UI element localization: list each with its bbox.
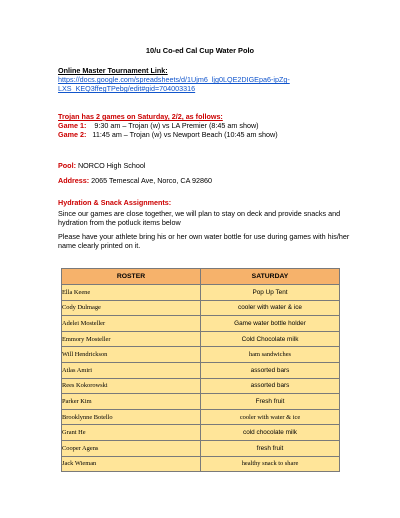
roster-name: Cody Dulmage [62, 300, 201, 316]
page-title: 10/u Co-ed Cal Cup Water Polo [145, 46, 255, 55]
snack-item: Fresh fruit [201, 394, 340, 410]
snack-item: Cold Chocolate milk [201, 331, 340, 347]
roster-name: Jack Wieman [62, 456, 201, 472]
game-2-text: 11:45 am – Trojan (w) vs Newport Beach (10:45 am show) [92, 130, 278, 140]
game-1-text: 9:30 am – Trojan (w) vs LA Premier (8:45 am show) [94, 121, 259, 131]
table-row [62, 425, 340, 441]
table-row [62, 409, 340, 425]
roster-name: Adelei Mosteller [62, 316, 201, 332]
table-row [62, 285, 340, 301]
snack-item: Game water bottle holder [201, 316, 340, 332]
snack-assignment-table [61, 268, 340, 472]
roster-name: Ella Keene [62, 285, 201, 301]
pool-value: NORCO High School [77, 161, 146, 170]
roster-name: Grant He [62, 425, 201, 441]
address-label: Address: [58, 176, 90, 185]
table-row [62, 316, 340, 332]
roster-name: Will Hendrickson [62, 347, 201, 363]
header-roster: ROSTER [62, 269, 201, 285]
snack-item: Pop Up Tent [201, 285, 340, 301]
snack-item: cold chocolate milk [201, 425, 340, 441]
hydration-paragraph-1: Since our games are close together, we will plan to stay on deck and provide snacks and hydration from the potluck items below [58, 209, 341, 228]
game-1-line [58, 121, 348, 130]
snack-item: fresh fruit [201, 440, 340, 456]
roster-name: Emmory Mosteller [62, 331, 201, 347]
tournament-link-line1[interactable]: https://docs.google.com/spreadsheets/d/1Ujm6_ljg0LQE2DIGEpa6-ipZg- [58, 75, 290, 85]
header-saturday: SATURDAY [201, 269, 340, 285]
roster-name: Rees Kokorowski [62, 378, 201, 394]
table-header-row [62, 269, 340, 285]
table-row [62, 394, 340, 410]
hydration-section [58, 198, 350, 254]
roster-name: Cooper Agens [62, 440, 201, 456]
table-row [62, 362, 340, 378]
table-row [62, 347, 340, 363]
table-row [62, 456, 340, 472]
address-line [58, 176, 348, 185]
snack-item: cooler with water & ice [201, 300, 340, 316]
hydration-heading: Hydration & Snack Assignments: [58, 198, 172, 207]
snack-item: ham sandwiches [201, 347, 340, 363]
roster-name: Brooklynne Botello [62, 409, 201, 425]
table-row [62, 300, 340, 316]
roster-name: Atlas Amiri [62, 362, 201, 378]
snack-item: healthy snack to share [201, 456, 340, 472]
roster-name: Parker Kim [62, 394, 201, 410]
pool-label: Pool: [58, 161, 76, 170]
tournament-link-line2[interactable]: LXS_KEQ3ffegTPebg/edit#gid=704003316 [58, 84, 196, 94]
pool-line [58, 161, 348, 170]
snack-item: assorted bars [201, 378, 340, 394]
table-row [62, 440, 340, 456]
address-value: 2065 Temescal Ave, Norco, CA 92860 [91, 176, 212, 185]
games-section [58, 112, 348, 140]
snack-item: cooler with water & ice [201, 409, 340, 425]
tournament-link-section [58, 66, 348, 94]
tournament-link-heading: Online Master Tournament Link: [58, 66, 168, 75]
game-2-label: Game 2: [58, 130, 87, 140]
hydration-paragraph-2: Please have your athlete bring his or her own water bottle for use during games with his/her name clearly printed on it. [58, 231, 350, 250]
games-heading: Trojan has 2 games on Saturday, 2/2, as follows: [58, 112, 223, 121]
game-2-line [58, 130, 348, 139]
table-row [62, 331, 340, 347]
table-row [62, 378, 340, 394]
snack-item: assorted bars [201, 362, 340, 378]
game-1-label: Game 1: [58, 121, 87, 131]
